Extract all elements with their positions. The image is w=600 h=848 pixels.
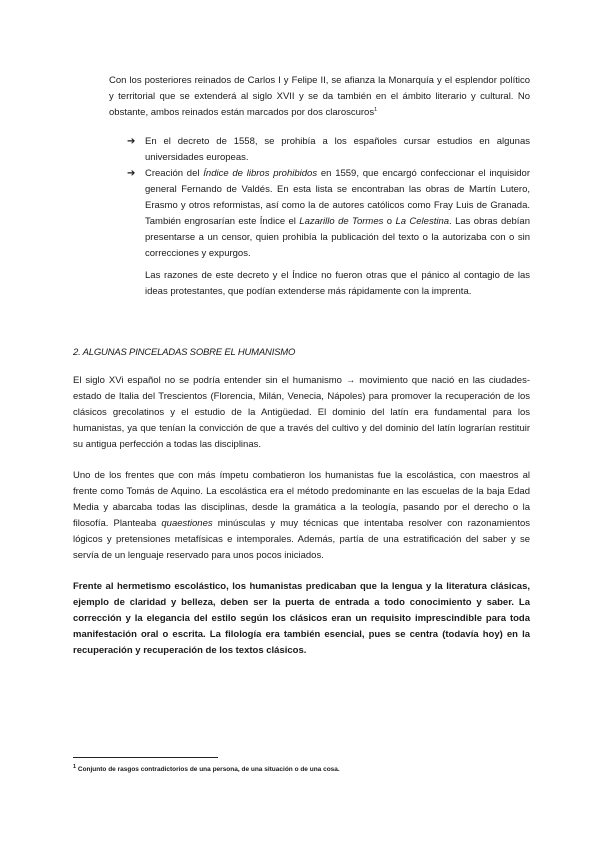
celestina-title: La Celestina xyxy=(395,216,450,227)
reasons-note-paragraph: Las razones de este decreto y el Índice no fueron otras que el pánico al contagio de las ideas protestantes, que podían extenderse más rápidamente con la imprenta. xyxy=(145,270,530,297)
footnote-reference[interactable]: 1 xyxy=(374,106,378,113)
bullet-item-decree-1558: ➔ En el decreto de 1558, se prohibía a los españoles cursar estudios en algunas universidades europeas. xyxy=(127,136,530,163)
footnote-separator xyxy=(73,757,218,758)
section-heading: 2. ALGUNAS PINCELADAS SOBRE EL HUMANISMO xyxy=(73,347,296,358)
intro-paragraph: Con los posteriores reinados de Carlos I y Felipe II, se afianza la Monarquía y el esplendor político y territorial que se extenderá al siglo XVII y se da también en el ámbito literario y cultural. No obstante, ambos reinados están marcados por dos claroscuros$^1$ xyxy=(109,75,530,118)
arrow-bullet-icon: ➔ xyxy=(127,168,136,179)
footnote-number: 1 xyxy=(73,763,77,770)
footnote: $^1$ Conjunto de rasgos contradictorios de una persona, de una situación o de una cosa. xyxy=(73,763,340,773)
humanism-paragraph: El siglo XVi español no se podría entender sin el humanismo → movimiento que nació en las ciudades-estado de Italia del Trescientos (Florencia, Milán, Venecia, Nápoles) para promover la recuperación de los clásicos grecolatinos y el estudio de la Antigüedad. El dominio del latín era fundamental para los humanistas, ya que tenían la convicción de que a través del cultivo y del dominio del latín lograrían restituir su antigua perfección a todas las disciplinas. xyxy=(73,375,531,450)
humanist-ideals-paragraph: Frente al hermetismo escolástico, los humanistas predicaban que la lengua y la literatura clásicas, ejemplo de claridad y belleza, deben ser la puerta de entrada a todo conocimiento y saber. La corrección y la elegancia del estilo según los clásicos eran un requisito imprescindible para toda manifestación oral o escrita. La filología era también esencial, pues se centra (todavía hoy) en la recuperación y recuperación de los textos clásicos. xyxy=(73,581,530,656)
quaestiones-term: quaestiones xyxy=(161,518,213,529)
scholasticism-paragraph: Uno de los frentes que con más ímpetu combatieron los humanistas fue la escolástica, con maestros al frente como Tomás de Aquino. La escolástica era el método predominante en las escuelas de la baja Edad Media y abarcaba todas las disciplinas, desde la gramática a la teología, pasando por el derecho o la filosofía. Planteaba quaestiones minúsculas y muy técnicas que intentaba resolver con razonamientos lógicos y pretensiones metafísicas e intemporales. Además, partía de una estratificación del saber y se servía de un lenguaje reservado para unos pocos iniciados. xyxy=(73,470,530,561)
index-title: Índice de libros prohibidos xyxy=(203,168,318,179)
bullet-item-index-1559: ➔ Creación del Índice de libros prohibidos en 1559, que encargó confeccionar el inquisidor general Fernando de Valdés. En esta lista se encontraban las obras de Martín Lutero, Erasmo y otros reformistas, así como la de autores católicos como Fray Luis de Granada. También engrosarían este Índice el Lazarillo de Tormes o La Celestina. Las obras debían presentarse a un censor, quien prohibía la publicación del texto o la autorizaba con o sin correcciones y expurgos. xyxy=(127,168,530,259)
decree-bullet-list xyxy=(127,134,530,262)
arrow-bullet-icon: ➔ xyxy=(127,136,136,147)
lazarillo-title: Lazarillo de Tormes xyxy=(299,216,384,227)
right-arrow-icon: → xyxy=(345,375,356,386)
